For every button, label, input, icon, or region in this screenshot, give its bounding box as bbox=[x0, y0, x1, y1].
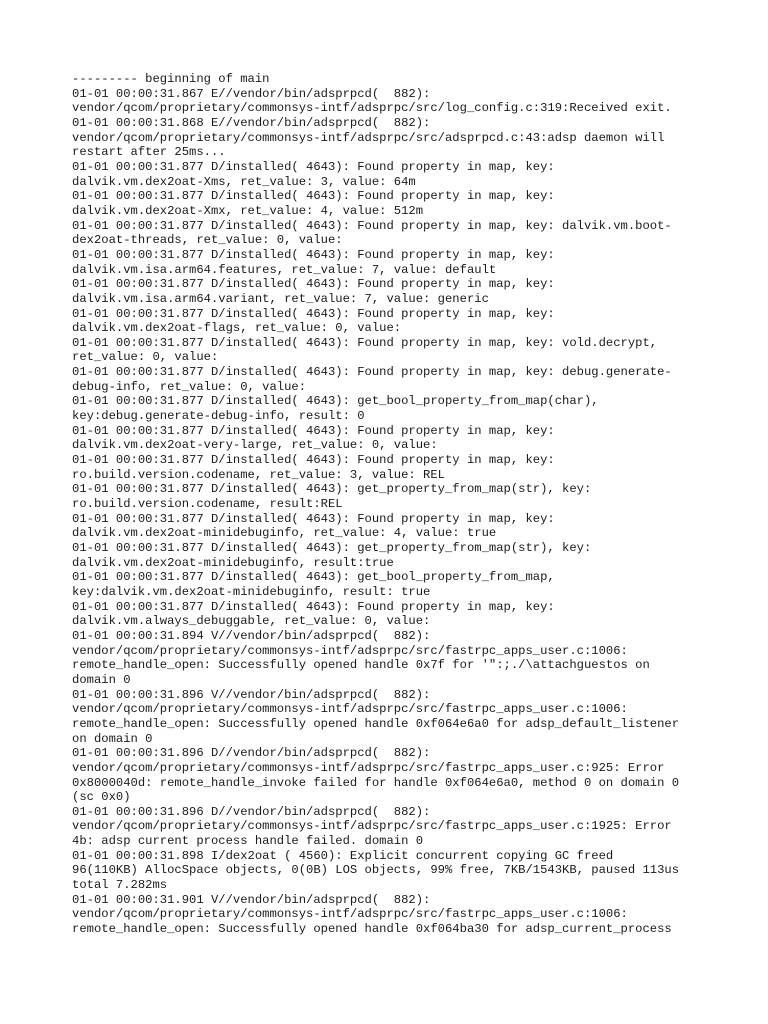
log-line: 01-01 00:00:31.877 D/installed( 4643): Found property in map, key: bbox=[72, 306, 555, 321]
log-line: dalvik.vm.dex2oat-Xms, ret_value: 3, value: 64m bbox=[72, 174, 416, 189]
log-line: 01-01 00:00:31.877 D/installed( 4643): Found property in map, key: vold.decrypt, bbox=[72, 335, 658, 350]
log-line: 01-01 00:00:31.877 D/installed( 4643): Found property in map, key: bbox=[72, 277, 555, 292]
log-line: key:debug.generate-debug-info, result: 0 bbox=[72, 409, 365, 424]
log-line: vendor/qcom/proprietary/commonsys-intf/adsprpc/src/fastrpc_apps_user.c:925: Error bbox=[72, 760, 665, 775]
log-line: vendor/qcom/proprietary/commonsys-intf/adsprpc/src/fastrpc_apps_user.c:1006: bbox=[72, 643, 628, 658]
log-line: 01-01 00:00:31.868 E//vendor/bin/adsprpcd( 882): bbox=[72, 115, 431, 130]
log-line: 01-01 00:00:31.877 D/installed( 4643): Found property in map, key: debug.generate- bbox=[72, 365, 672, 380]
log-line: --------- beginning of main bbox=[72, 72, 270, 86]
log-line: dalvik.vm.dex2oat-minidebuginfo, result:true bbox=[72, 555, 394, 570]
log-line: dalvik.vm.dex2oat-minidebuginfo, ret_value: 4, value: true bbox=[72, 526, 497, 541]
log-line: dalvik.vm.dex2oat-Xmx, ret_value: 4, value: 512m bbox=[72, 203, 424, 218]
log-line: dalvik.vm.isa.arm64.features, ret_value: 7, value: default bbox=[72, 262, 497, 277]
log-line: ret_value: 0, value: bbox=[72, 350, 219, 365]
log-line: domain 0 bbox=[72, 672, 131, 687]
log-line: vendor/qcom/proprietary/commonsys-intf/adsprpc/src/fastrpc_apps_user.c:1006: bbox=[72, 702, 628, 717]
log-line: 01-01 00:00:31.877 D/installed( 4643): Found property in map, key: bbox=[72, 511, 555, 526]
log-line: ro.build.version.codename, ret_value: 3, value: REL bbox=[72, 467, 445, 482]
log-document bbox=[72, 72, 702, 937]
log-line: remote_handle_open: Successfully opened handle 0xf064e6a0 for adsp_default_listener bbox=[72, 716, 680, 731]
log-line: 01-01 00:00:31.896 V//vendor/bin/adsprpcd( 882): bbox=[72, 687, 431, 702]
log-line: 01-01 00:00:31.877 D/installed( 4643): get_property_from_map(str), key: bbox=[72, 482, 592, 497]
log-line: 96(110KB) AllocSpace objects, 0(0B) LOS objects, 99% free, 7KB/1543KB, paused 113us bbox=[72, 863, 680, 878]
log-line: 01-01 00:00:31.894 V//vendor/bin/adsprpcd( 882): bbox=[72, 628, 431, 643]
log-line: on domain 0 bbox=[72, 731, 153, 746]
log-line: key:dalvik.vm.dex2oat-minidebuginfo, result: true bbox=[72, 584, 431, 599]
log-line: vendor/qcom/proprietary/commonsys-intf/adsprpc/src/fastrpc_apps_user.c:1925: Error bbox=[72, 819, 672, 834]
log-line: 01-01 00:00:31.877 D/installed( 4643): Found property in map, key: bbox=[72, 453, 555, 468]
log-line: 01-01 00:00:31.867 E//vendor/bin/adsprpcd( 882): bbox=[72, 86, 431, 101]
log-line: dalvik.vm.isa.arm64.variant, ret_value: 7, value: generic bbox=[72, 291, 489, 306]
log-line: 01-01 00:00:31.901 V//vendor/bin/adsprpcd( 882): bbox=[72, 892, 431, 907]
log-line: 01-01 00:00:31.877 D/installed( 4643): Found property in map, key: dalvik.vm.boot- bbox=[72, 218, 672, 233]
log-line: dalvik.vm.dex2oat-flags, ret_value: 0, value: bbox=[72, 321, 402, 336]
log-line: 01-01 00:00:31.877 D/installed( 4643): Found property in map, key: bbox=[72, 159, 555, 174]
log-line: remote_handle_open: Successfully opened handle 0x7f for '":;./\attachguestos on bbox=[72, 658, 650, 673]
log-line: vendor/qcom/proprietary/commonsys-intf/adsprpc/src/log_config.c:319:Received exit. bbox=[72, 101, 672, 116]
log-line: 01-01 00:00:31.877 D/installed( 4643): get_property_from_map(str), key: bbox=[72, 541, 592, 555]
log-line: 01-01 00:00:31.877 D/installed( 4643): Found property in map, key: bbox=[72, 247, 555, 262]
log-line: 01-01 00:00:31.896 D//vendor/bin/adsprpcd( 882): bbox=[72, 746, 431, 761]
log-line: 4b: adsp current process handle failed. domain 0 bbox=[72, 834, 424, 849]
log-line: 01-01 00:00:31.896 D//vendor/bin/adsprpcd( 882): bbox=[72, 804, 431, 819]
log-line: ro.build.version.codename, result:REL bbox=[72, 497, 343, 512]
log-line: 01-01 00:00:31.877 D/installed( 4643): get_bool_property_from_map(char), bbox=[72, 394, 599, 409]
log-line: vendor/qcom/proprietary/commonsys-intf/adsprpc/src/adsprpcd.c:43:adsp daemon will bbox=[72, 130, 665, 145]
log-line: dalvik.vm.always_debuggable, ret_value: 0, value: bbox=[72, 614, 431, 629]
log-line: 01-01 00:00:31.877 D/installed( 4643): Found property in map, key: bbox=[72, 189, 555, 204]
log-line: remote_handle_open: Successfully opened handle 0xf064ba30 for adsp_current_process bbox=[72, 922, 672, 937]
log-line: 01-01 00:00:31.877 D/installed( 4643): Found property in map, key: bbox=[72, 423, 555, 438]
log-line: 01-01 00:00:31.898 I/dex2oat ( 4560): Explicit concurrent copying GC freed bbox=[72, 848, 614, 863]
log-line: debug-info, ret_value: 0, value: bbox=[72, 379, 307, 394]
log-line: dex2oat-threads, ret_value: 0, value: bbox=[72, 233, 343, 248]
log-line: total 7.282ms bbox=[72, 878, 168, 893]
log-line: dalvik.vm.dex2oat-very-large, ret_value: 0, value: bbox=[72, 438, 438, 453]
log-line: vendor/qcom/proprietary/commonsys-intf/adsprpc/src/fastrpc_apps_user.c:1006: bbox=[72, 907, 628, 922]
log-line: (sc 0x0) bbox=[72, 790, 131, 805]
log-line: restart after 25ms... bbox=[72, 145, 226, 160]
log-line: 01-01 00:00:31.877 D/installed( 4643): get_bool_property_from_map, bbox=[72, 570, 555, 585]
log-line: 01-01 00:00:31.877 D/installed( 4643): Found property in map, key: bbox=[72, 599, 555, 614]
log-line: 0x8000040d: remote_handle_invoke failed for handle 0xf064e6a0, method 0 on domain 0 bbox=[72, 775, 680, 790]
